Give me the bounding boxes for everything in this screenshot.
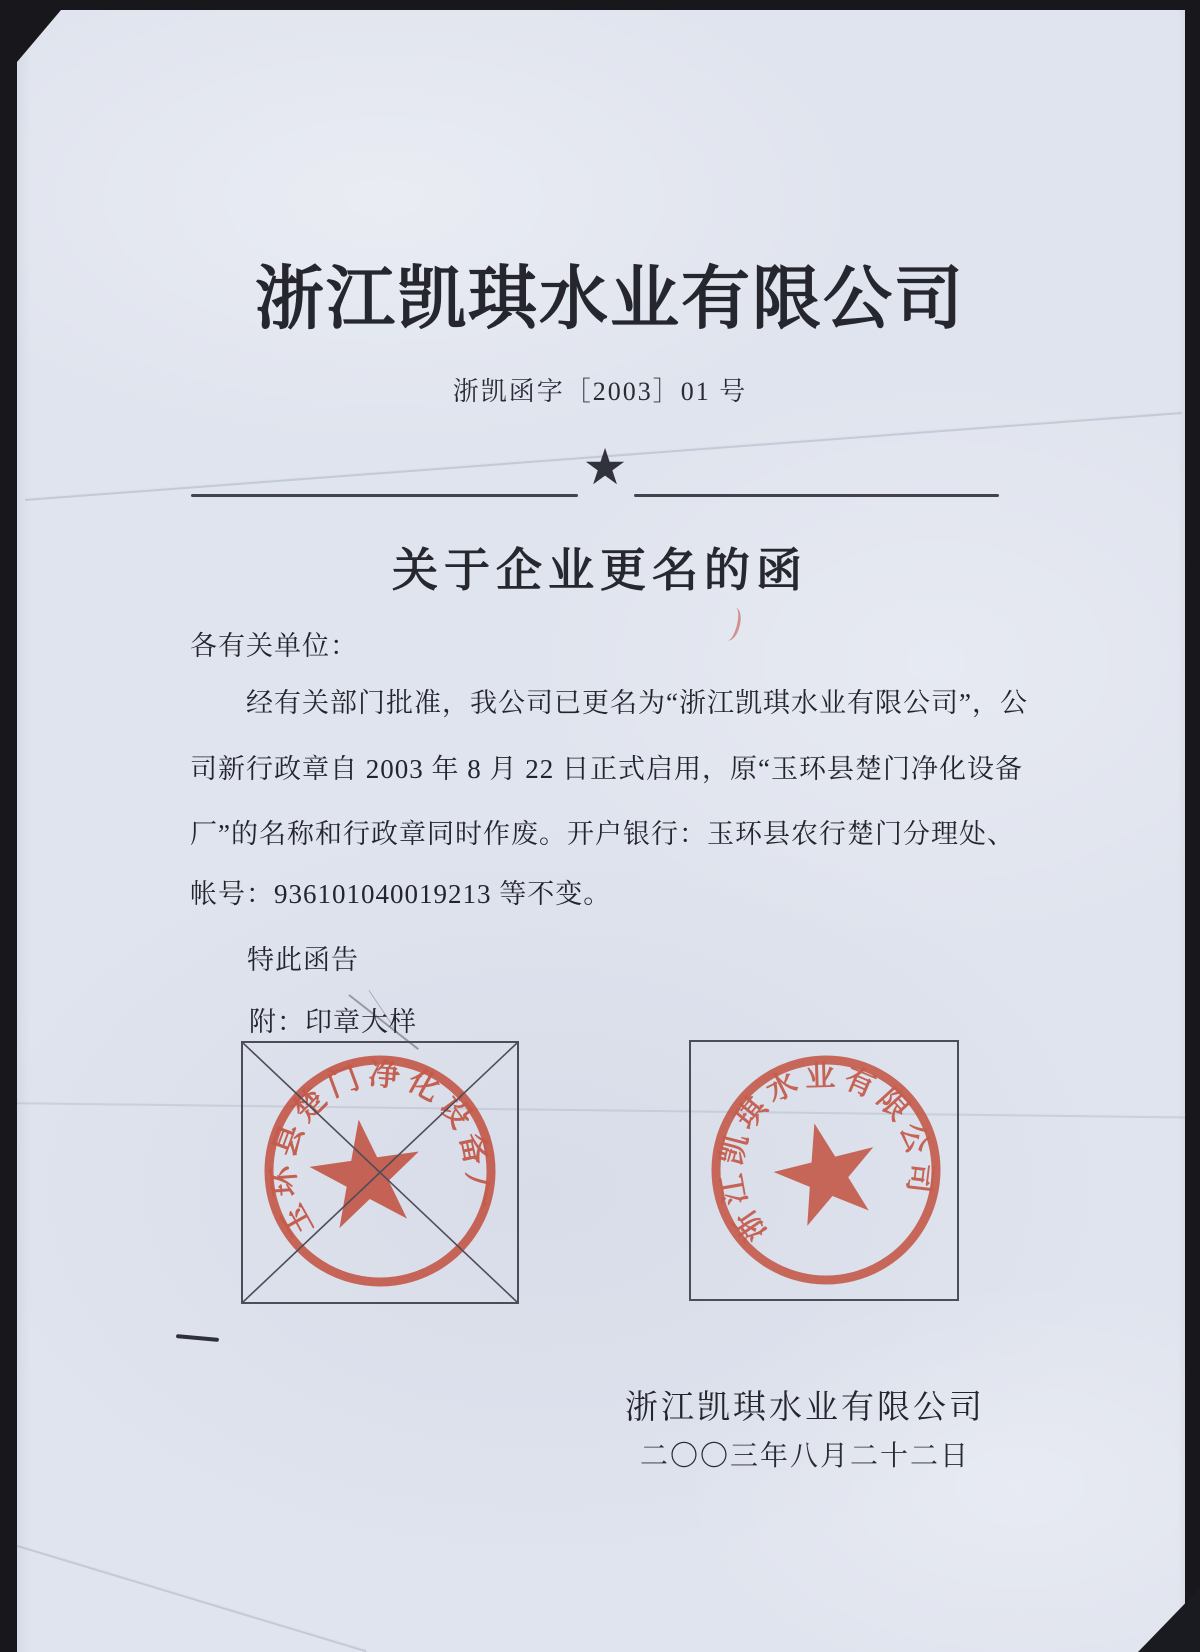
divider-line-left: [191, 494, 578, 497]
subject-heading: 关于企业更名的函: [392, 543, 808, 597]
pen-mark: [176, 1334, 219, 1342]
new-seal-box: [689, 1040, 959, 1301]
attachment-note: 附：印章大样: [249, 1007, 417, 1037]
salutation: 各有关单位：: [190, 631, 358, 661]
new-seal-graphic: [691, 1042, 957, 1299]
scan-border-left: [0, 0, 17, 1652]
seal-star-icon: [765, 1111, 888, 1231]
scan-corner-top-left: [17, 10, 61, 62]
old-seal-graphic: [243, 1043, 517, 1302]
body-line: 厂”的名称和行政章同时作废。开户银行：玉环县农行楚门分理处、: [190, 819, 1015, 849]
red-ink-artifact: [719, 605, 744, 642]
closing-phrase: 特此函告: [247, 945, 359, 975]
paper-crease-middle: [0, 1101, 1200, 1119]
signature-date: 二〇〇三年八月二十二日: [639, 1441, 970, 1472]
signature-company: 浙江凯琪水业有限公司: [625, 1390, 985, 1426]
scan-border-right: [1185, 0, 1200, 1652]
new-seal-text: 浙江凯琪水业有限公司: [714, 1059, 938, 1248]
divider-line-right: [634, 494, 999, 497]
reference-number: 浙凯函字［2003］01 号: [452, 377, 748, 406]
letterhead-title: 浙江凯琪水业有限公司: [255, 259, 965, 339]
old-seal-box: [241, 1041, 519, 1304]
body-line: 经有关部门批准，我公司已更名为“浙江凯琪水业有限公司”，公: [246, 688, 1028, 718]
scan-border-top: [0, 0, 1200, 10]
old-seal-text: 玉环县楚门净化设备厂: [264, 1055, 496, 1243]
body-line: 帐号：936101040019213 等不变。: [190, 879, 612, 909]
star-divider-icon: ★: [582, 439, 628, 495]
paper-crease-bottom-left: [14, 1543, 367, 1652]
svg-text:玉环县楚门净化设备厂: [250, 1043, 502, 1245]
body-line: 司新行政章自 2003 年 8 月 22 日正式启用，原“玉环县楚门净化设备: [190, 754, 1023, 784]
seal-star-icon: [304, 1112, 428, 1231]
